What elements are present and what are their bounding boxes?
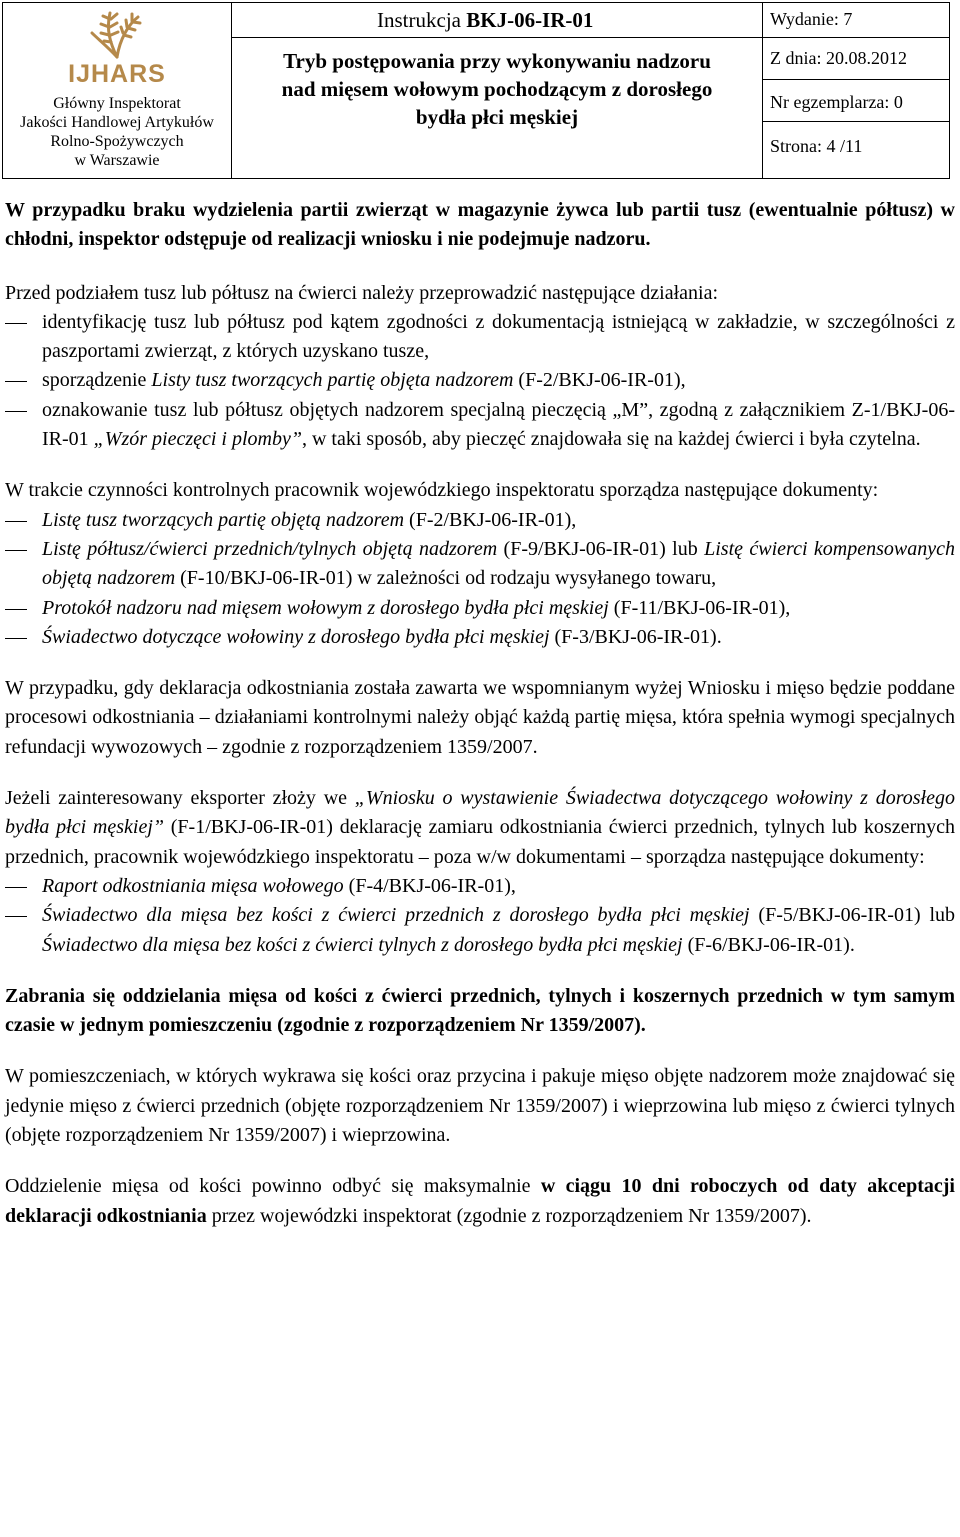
paragraph-prohibition (5, 982, 955, 1041)
paragraph-prohibition-text: Zabrania się oddzielania mięsa od kości z ćwierci przednich, tylnych i koszernych przednich w tym samym czasie w jednym pomieszczeniu (zgodnie z rozporządzeniem Nr 1359/2007). (5, 984, 955, 1037)
logo-cell (3, 3, 232, 178)
title-line-1: Tryb postępowania przy wykonywaniu nadzoru (283, 49, 711, 73)
edition-row (763, 3, 949, 38)
meta-cell (763, 3, 949, 178)
date-row (763, 38, 949, 80)
paragraph-documents: W trakcie czynności kontrolnych pracownik wojewódzkiego inspektoratu sporządza następujące dokumenty: (5, 479, 879, 502)
list-item: Świadectwo dla mięsa bez kości z ćwierci przednich z dorosłego bydła płci męskiej (F-5/BKJ-06-IR-01) lub Świadectwo dla mięsa bez kości z ćwierci tylnych z dorosłego bydła płci męskiej (F-6/BKJ-06-IR-01). (5, 901, 955, 960)
edition: Wydanie: 7 (770, 9, 853, 29)
title-line-2: nad mięsem wołowym pochodzącym z dorosłego (281, 77, 713, 101)
list-item: Raport odkostniania mięsa wołowego (F-4/BKJ-06-IR-01), (5, 872, 955, 901)
document-header (2, 2, 950, 179)
title-cell (232, 3, 763, 178)
wheat-logo-icon (88, 9, 146, 59)
list-item: Listę tusz tworzących partię objętą nadzorem (F-2/BKJ-06-IR-01), (5, 506, 955, 535)
paragraph-deadline: Oddzielenie mięsa od kości powinno odbyć się maksymalnie w ciągu 10 dni roboczych od daty akceptacji deklaracji odkostniania przez wojewódzki inspektorat (zgodnie z rozporządzeniem Nr 1359/2007). (5, 1175, 955, 1227)
list-item: Świadectwo dotyczące wołowiny z dorosłego bydła płci męskiej (F-3/BKJ-06-IR-01). (5, 623, 955, 652)
instruction-id (232, 3, 762, 38)
list-item: sporządzenie Listy tusz tworzących partię objęta nadzorem (F-2/BKJ-06-IR-01), (5, 366, 955, 395)
logo-wordmark: IJHARS (68, 60, 166, 88)
paragraph-exporter: Jeżeli zainteresowany eksporter złoży we „Wniosku o wystawienie Świadectwa dotyczącego wołowiny z dorosłego bydła płci męskiej” (F-1/BKJ-06-IR-01) deklarację zamiaru odkostniania ćwierci przednich, tylnych lub koszernych przednich, pracownik wojewódzkiego inspektoratu – poza w/w dokumentami – sporządza następujące dokumenty: (5, 787, 955, 868)
institution-line-1: Główny Inspektorat (53, 95, 181, 112)
list-item: Listę półtusz/ćwierci przednich/tylnych objętą nadzorem (F-9/BKJ-06-IR-01) lub Listę ćwierci kompensowanych objętą nadzorem (F-10/BKJ-06-IR-01) w zależności od rodzaju wysyłanego towaru, (5, 535, 955, 594)
document-body (5, 196, 955, 1231)
institution-line-3: Rolno-Spożywczych (50, 133, 184, 150)
list-item: Protokół nadzoru nad mięsem wołowym z dorosłego bydła płci męskiej (F-11/BKJ-06-IR-01), (5, 594, 955, 623)
copy-row (763, 80, 949, 122)
paragraph-rooms: W pomieszczeniach, w których wykrawa się kości oraz przycina i pakuje mięso objęte nadzorem może znajdować się jedynie mięso z ćwierci przednich (objęte rozporządzeniem Nr 1359/2007) i wieprzowina lub mięso z ćwierci tylnych (objęte rozporządzeniem Nr 1359/2007) i wieprzowina. (5, 1065, 955, 1147)
instruction-code: BKJ-06-IR-01 (466, 8, 594, 32)
paragraph-no-batch-text: W przypadku braku wydzielenia partii zwierząt w magazynie żywca lub partii tusz (ewentualnie półtusz) w chłodni, inspektor odstępuje od realizacji wniosku i nie podejmuje nadzoru. (5, 199, 955, 251)
paragraph-before-division: Przed podziałem tusz lub półtusz na ćwierci należy przeprowadzić następujące działania: (5, 281, 719, 304)
institution-line-4: w Warszawie (74, 152, 160, 169)
documents-list (5, 506, 955, 652)
title-line-3: bydła płci męskiej (415, 105, 579, 129)
paragraph-no-batch (5, 196, 955, 255)
issue-date: Z dnia: 20.08.2012 (770, 48, 907, 68)
page-number: Strona: 4 /11 (770, 136, 863, 156)
list-item: identyfikację tusz lub półtusz pod kątem zgodności z dokumentacją istniejącą w zakładzie, w szczególności z paszportami zwierząt, z których uzyskano tusze, (5, 308, 955, 367)
copy-number: Nr egzemplarza: 0 (770, 92, 903, 112)
institution-name (3, 94, 231, 170)
page-row (763, 122, 949, 177)
deboning-documents-list (5, 872, 955, 960)
institution-line-2: Jakości Handlowej Artykułów (20, 114, 214, 131)
paragraph-deboning-declaration: W przypadku, gdy deklaracja odkostniania została zawarta we wspomnianym wyżej Wniosku i mięso będzie poddane procesowi odkostniania – działaniami kontrolnymi należy objąć każdą partię mięsa, która spełnia wymogi specjalnych refundacji wywozowych – zgodnie z rozporządzeniem 1359/2007. (5, 677, 955, 758)
list-item: oznakowanie tusz lub półtusz objętych nadzorem specjalną pieczęcią „M”, zgodną z załącznikiem Z-1/BKJ-06-IR-01 „Wzór pieczęci i plomby”, w taki sposób, aby pieczęć znajdowała się na każdej ćwierci i była czytelna. (5, 396, 955, 455)
instruction-label: Instrukcja (377, 8, 461, 32)
document-title (232, 38, 762, 131)
division-actions-list (5, 308, 955, 454)
